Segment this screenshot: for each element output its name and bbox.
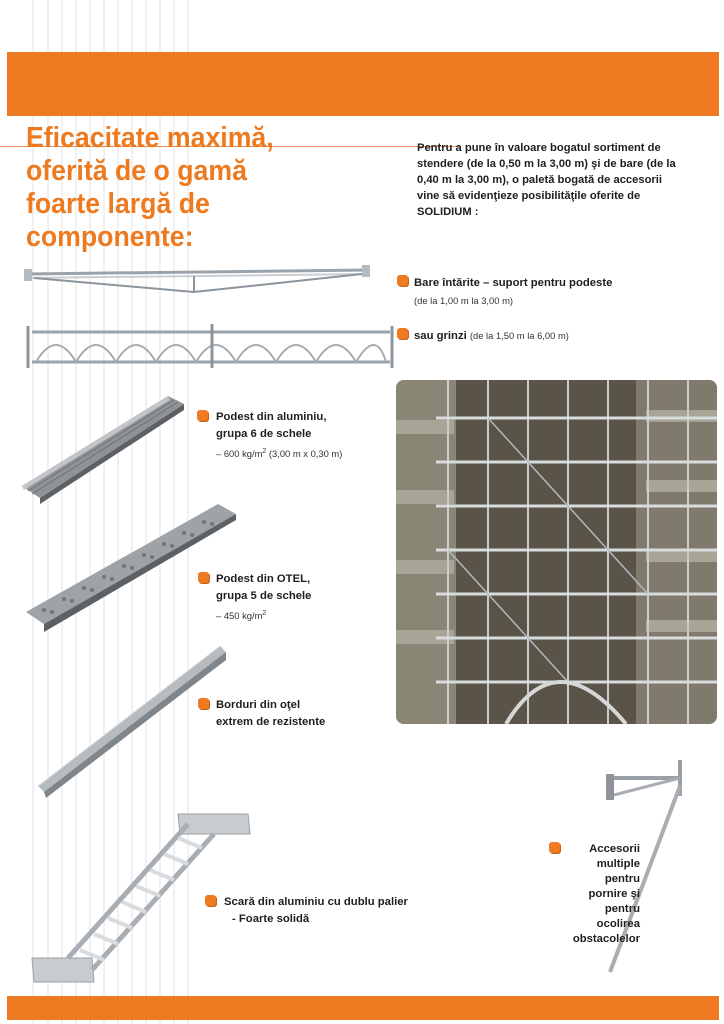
bullet-icon — [397, 275, 408, 286]
steel-deck-detail — [216, 606, 266, 623]
accessories-line: pornire şi — [588, 888, 640, 900]
bars-detail: (de la 1,00 m la 3,00 m) — [414, 295, 514, 306]
scaffolding-photo — [396, 380, 717, 724]
top-orange-band — [7, 52, 719, 116]
accessories-line: pentru — [604, 873, 640, 885]
bottom-orange-band — [7, 996, 719, 1020]
beams-detail: (de la 1,50 m la 6,00 m) — [469, 330, 569, 341]
steel-deck-title-1: Podest din OTEL, — [216, 573, 311, 585]
beams-title: sau grinzi — [414, 330, 467, 342]
accessories-line: Accesorii — [589, 843, 640, 855]
aluminium-deck-title-1: Podest din aluminiu, — [216, 411, 327, 423]
aluminium-deck-title-2: grupa 6 de schele — [216, 428, 312, 440]
aluminium-deck-load-unit-exp: 2 — [262, 448, 267, 455]
lattice-beam-image — [24, 322, 396, 370]
bullet-icon — [197, 410, 208, 421]
aluminium-deck-image — [18, 390, 188, 506]
steel-deck-title-2: grupa 5 de schele — [216, 590, 312, 602]
bullet-icon — [205, 895, 216, 906]
accessories-line: obstacolelor — [572, 933, 640, 945]
steel-toeboard-image — [34, 640, 230, 800]
aluminium-deck-detail — [216, 444, 342, 461]
aluminium-deck-size: (3,00 m x 0,30 m) — [266, 448, 343, 460]
accessories-block — [512, 842, 640, 947]
accessories-line: ocolirea — [596, 918, 640, 930]
page-headline: Eficacitate maximă, oferită de o gamă foarte largă de componente: — [26, 122, 274, 253]
accessories-line: multiple — [596, 858, 640, 870]
bullet-icon — [198, 572, 209, 583]
reinforced-bar-image — [24, 262, 370, 296]
stair-title-1: Scară din aluminiu cu dublu palier — [224, 896, 408, 908]
steel-deck-image — [22, 498, 238, 638]
stair-title-2: - Foarte solidă — [232, 913, 310, 925]
aluminium-stair-image — [28, 810, 254, 988]
accessories-line: pentru — [604, 903, 640, 915]
bullet-icon — [198, 698, 209, 709]
toeboard-title-1: Borduri din oţel — [216, 699, 301, 711]
steel-deck-load: – 450 kg/m — [216, 610, 263, 622]
bars-title: Bare întărite – suport pentru podeste — [414, 277, 613, 289]
aluminium-deck-load: – 600 kg/m — [216, 448, 263, 460]
bullet-icon — [397, 328, 408, 339]
beams-label — [414, 328, 569, 344]
steel-deck-load-unit-exp: 2 — [262, 610, 267, 617]
intro-paragraph: Pentru a pune în valoare bogatul sortiment de stendere (de la 0,50 m la 3,00 m) şi de bare (de la 0,40 m la 3,00 m), o paletă bogată de accesorii vine să evidenţieze posibilităţile oferite de SOLIDIUM : — [417, 142, 676, 218]
toeboard-title-2: extrem de rezistente — [216, 716, 326, 728]
